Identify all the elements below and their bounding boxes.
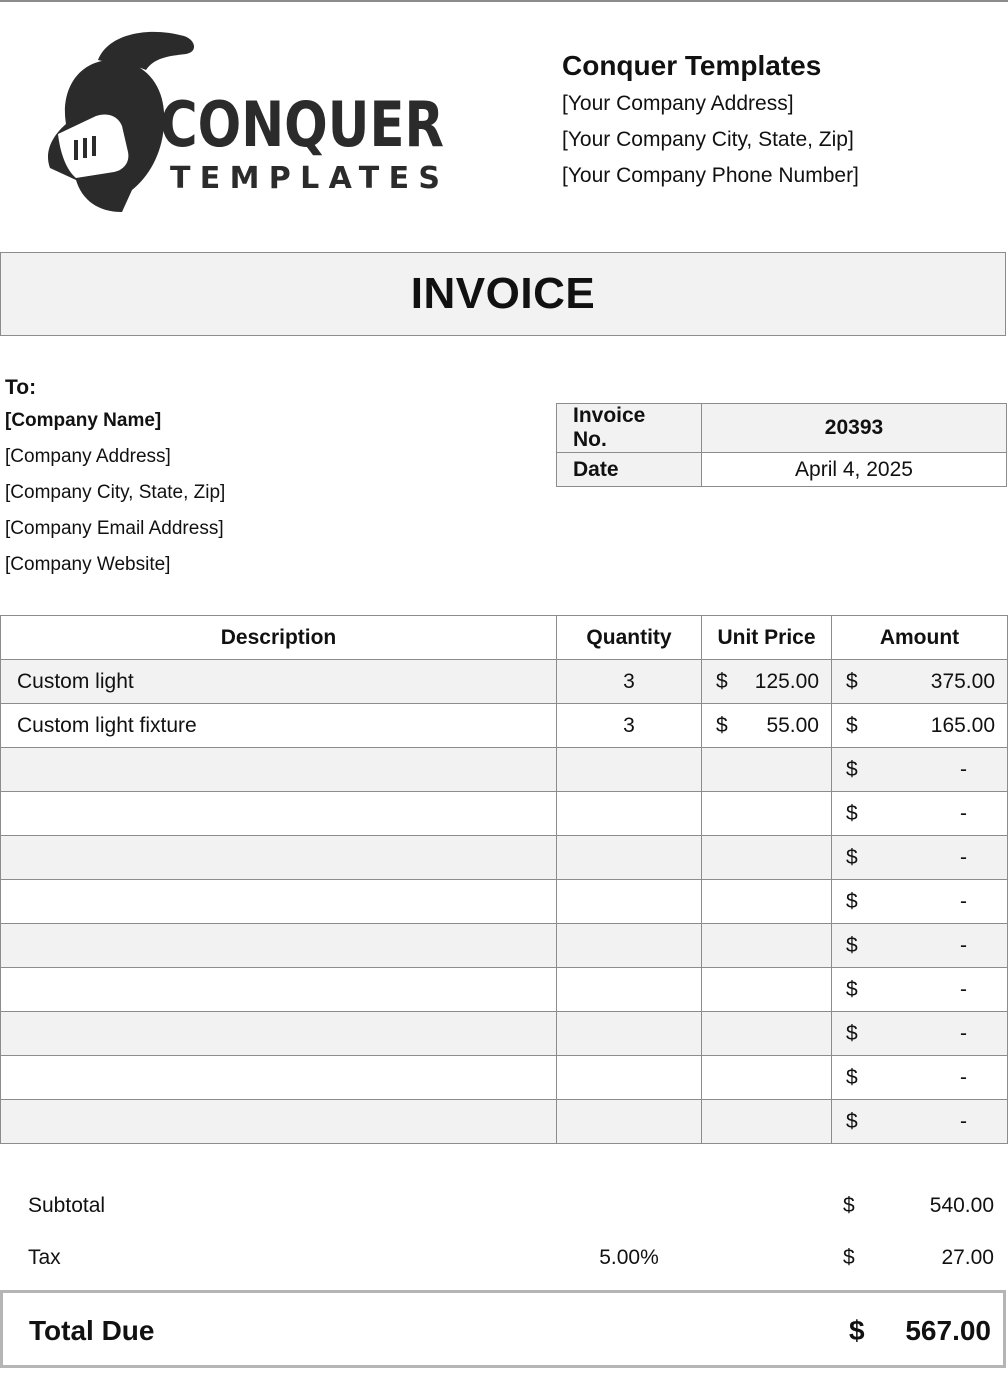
amount-value: - <box>960 757 967 781</box>
table-row <box>1 1012 1008 1056</box>
bill-to-email: [Company Email Address] <box>5 518 224 539</box>
sender-phone: [Your Company Phone Number] <box>562 164 859 187</box>
item-unit-price-cell[interactable] <box>702 748 832 792</box>
bill-to-city-state-zip: [Company City, State, Zip] <box>5 482 226 503</box>
item-unit-price-cell[interactable] <box>702 836 832 880</box>
total-due-value[interactable]: 567.00 <box>905 1315 991 1346</box>
unit-price-money <box>702 670 831 694</box>
line-items-table <box>0 615 1008 1144</box>
table-row <box>1 792 1008 836</box>
table-row <box>1 660 1008 704</box>
item-amount-cell <box>832 1100 1008 1144</box>
amount-money <box>832 714 1007 738</box>
item-quantity-cell[interactable]: 3 <box>557 660 702 704</box>
invoice-title: INVOICE <box>0 252 1006 336</box>
currency-symbol: $ <box>716 669 728 693</box>
item-description-cell[interactable] <box>1 1012 557 1056</box>
header-description: Description <box>1 616 557 660</box>
item-unit-price-cell[interactable] <box>702 968 832 1012</box>
unit-price-value: 55.00 <box>766 713 819 737</box>
sender-city-state-zip: [Your Company City, State, Zip] <box>562 128 854 151</box>
currency-symbol: $ <box>846 889 858 913</box>
amount-money <box>832 1066 1007 1090</box>
table-row <box>1 1100 1008 1144</box>
item-amount-cell <box>832 748 1008 792</box>
item-description-cell[interactable] <box>1 792 557 836</box>
invoice-meta-table <box>556 403 1007 487</box>
item-amount-cell <box>832 792 1008 836</box>
header-amount: Amount <box>832 616 1008 660</box>
subtotal-row <box>0 1182 1008 1232</box>
item-unit-price-cell[interactable] <box>702 660 832 704</box>
amount-value: - <box>960 889 967 913</box>
tax-label: Tax <box>28 1246 61 1269</box>
amount-money <box>832 1110 1007 1134</box>
currency-symbol: $ <box>716 713 728 737</box>
amount-money <box>832 670 1007 694</box>
item-quantity-cell[interactable] <box>557 880 702 924</box>
item-description-cell[interactable] <box>1 968 557 1012</box>
item-amount-cell <box>832 880 1008 924</box>
item-description-cell[interactable]: Custom light fixture <box>1 704 557 748</box>
table-row <box>1 704 1008 748</box>
invoice-number-value[interactable]: 20393 <box>702 404 1007 453</box>
bill-to-address: [Company Address] <box>5 446 171 467</box>
total-due-label: Total Due <box>29 1315 155 1346</box>
item-description-cell[interactable] <box>1 924 557 968</box>
item-description-cell[interactable] <box>1 836 557 880</box>
currency-symbol: $ <box>846 1065 858 1089</box>
item-description-cell[interactable] <box>1 1100 557 1144</box>
amount-money <box>832 802 1007 826</box>
currency-symbol: $ <box>846 1021 858 1045</box>
company-logo <box>36 24 456 219</box>
line-items-body <box>1 660 1008 1144</box>
item-amount-cell <box>832 836 1008 880</box>
table-row <box>1 968 1008 1012</box>
invoice-number-label: Invoice No. <box>557 404 702 453</box>
top-border <box>0 0 1008 2</box>
table-row <box>1 924 1008 968</box>
item-quantity-cell[interactable] <box>557 1100 702 1144</box>
amount-money <box>832 846 1007 870</box>
amount-money <box>832 1022 1007 1046</box>
invoice-date-value[interactable]: April 4, 2025 <box>702 453 1007 487</box>
tax-currency: $ <box>843 1246 855 1269</box>
bill-to-label: To: <box>5 376 37 399</box>
amount-value: - <box>960 1065 967 1089</box>
table-row <box>1 880 1008 924</box>
amount-value: - <box>960 1109 967 1133</box>
unit-price-value: 125.00 <box>754 669 819 693</box>
amount-value: - <box>960 977 967 1001</box>
subtotal-currency: $ <box>843 1194 855 1217</box>
amount-value: 165.00 <box>930 713 995 737</box>
table-header-row <box>1 616 1008 660</box>
item-quantity-cell[interactable] <box>557 748 702 792</box>
tax-row <box>0 1234 1008 1284</box>
item-unit-price-cell[interactable] <box>702 1056 832 1100</box>
table-row <box>1 748 1008 792</box>
item-description-cell[interactable] <box>1 1056 557 1100</box>
item-quantity-cell[interactable] <box>557 836 702 880</box>
item-unit-price-cell[interactable] <box>702 880 832 924</box>
header-unit-price: Unit Price <box>702 616 832 660</box>
amount-value: - <box>960 801 967 825</box>
currency-symbol: $ <box>846 933 858 957</box>
currency-symbol: $ <box>846 713 858 737</box>
item-description-cell[interactable] <box>1 880 557 924</box>
item-unit-price-cell[interactable] <box>702 792 832 836</box>
item-unit-price-cell[interactable] <box>702 1012 832 1056</box>
unit-price-money <box>702 714 831 738</box>
sender-company-name: Conquer Templates <box>562 50 822 81</box>
header-quantity: Quantity <box>557 616 702 660</box>
item-unit-price-cell[interactable] <box>702 704 832 748</box>
tax-rate[interactable]: 5.00% <box>599 1246 659 1269</box>
item-amount-cell <box>832 1012 1008 1056</box>
amount-money <box>832 890 1007 914</box>
subtotal-label: Subtotal <box>28 1194 106 1217</box>
item-quantity-cell[interactable] <box>557 1056 702 1100</box>
currency-symbol: $ <box>846 801 858 825</box>
currency-symbol: $ <box>846 669 858 693</box>
item-quantity-cell[interactable] <box>557 924 702 968</box>
subtotal-value[interactable]: 540.00 <box>929 1194 994 1217</box>
table-row <box>1 1056 1008 1100</box>
amount-value: - <box>960 933 967 957</box>
item-amount-cell <box>832 704 1008 748</box>
currency-symbol: $ <box>846 845 858 869</box>
currency-symbol: $ <box>846 757 858 781</box>
item-amount-cell <box>832 924 1008 968</box>
item-amount-cell <box>832 968 1008 1012</box>
item-description-cell[interactable]: Custom light <box>1 660 557 704</box>
tax-value[interactable]: 27.00 <box>941 1246 994 1269</box>
logo-word-conquer: CONQUER <box>160 88 444 161</box>
invoice-date-label: Date <box>557 453 702 487</box>
total-due-box <box>0 1290 1006 1368</box>
item-unit-price-cell[interactable] <box>702 924 832 968</box>
item-quantity-cell[interactable] <box>557 1012 702 1056</box>
sender-address: [Your Company Address] <box>562 92 794 115</box>
item-amount-cell <box>832 1056 1008 1100</box>
amount-value: - <box>960 845 967 869</box>
item-description-cell[interactable] <box>1 748 557 792</box>
item-amount-cell <box>832 660 1008 704</box>
bill-to-company-name: [Company Name] <box>5 410 162 431</box>
item-unit-price-cell[interactable] <box>702 1100 832 1144</box>
amount-money <box>832 978 1007 1002</box>
currency-symbol: $ <box>846 977 858 1001</box>
item-quantity-cell[interactable] <box>557 792 702 836</box>
item-quantity-cell[interactable]: 3 <box>557 704 702 748</box>
total-due-currency: $ <box>849 1315 865 1346</box>
amount-money <box>832 758 1007 782</box>
item-quantity-cell[interactable] <box>557 968 702 1012</box>
table-row <box>1 836 1008 880</box>
logo-word-templates: TEMPLATES <box>170 161 440 196</box>
amount-money <box>832 934 1007 958</box>
currency-symbol: $ <box>846 1109 858 1133</box>
amount-value: - <box>960 1021 967 1045</box>
bill-to-website: [Company Website] <box>5 554 171 575</box>
amount-value: 375.00 <box>930 669 995 693</box>
